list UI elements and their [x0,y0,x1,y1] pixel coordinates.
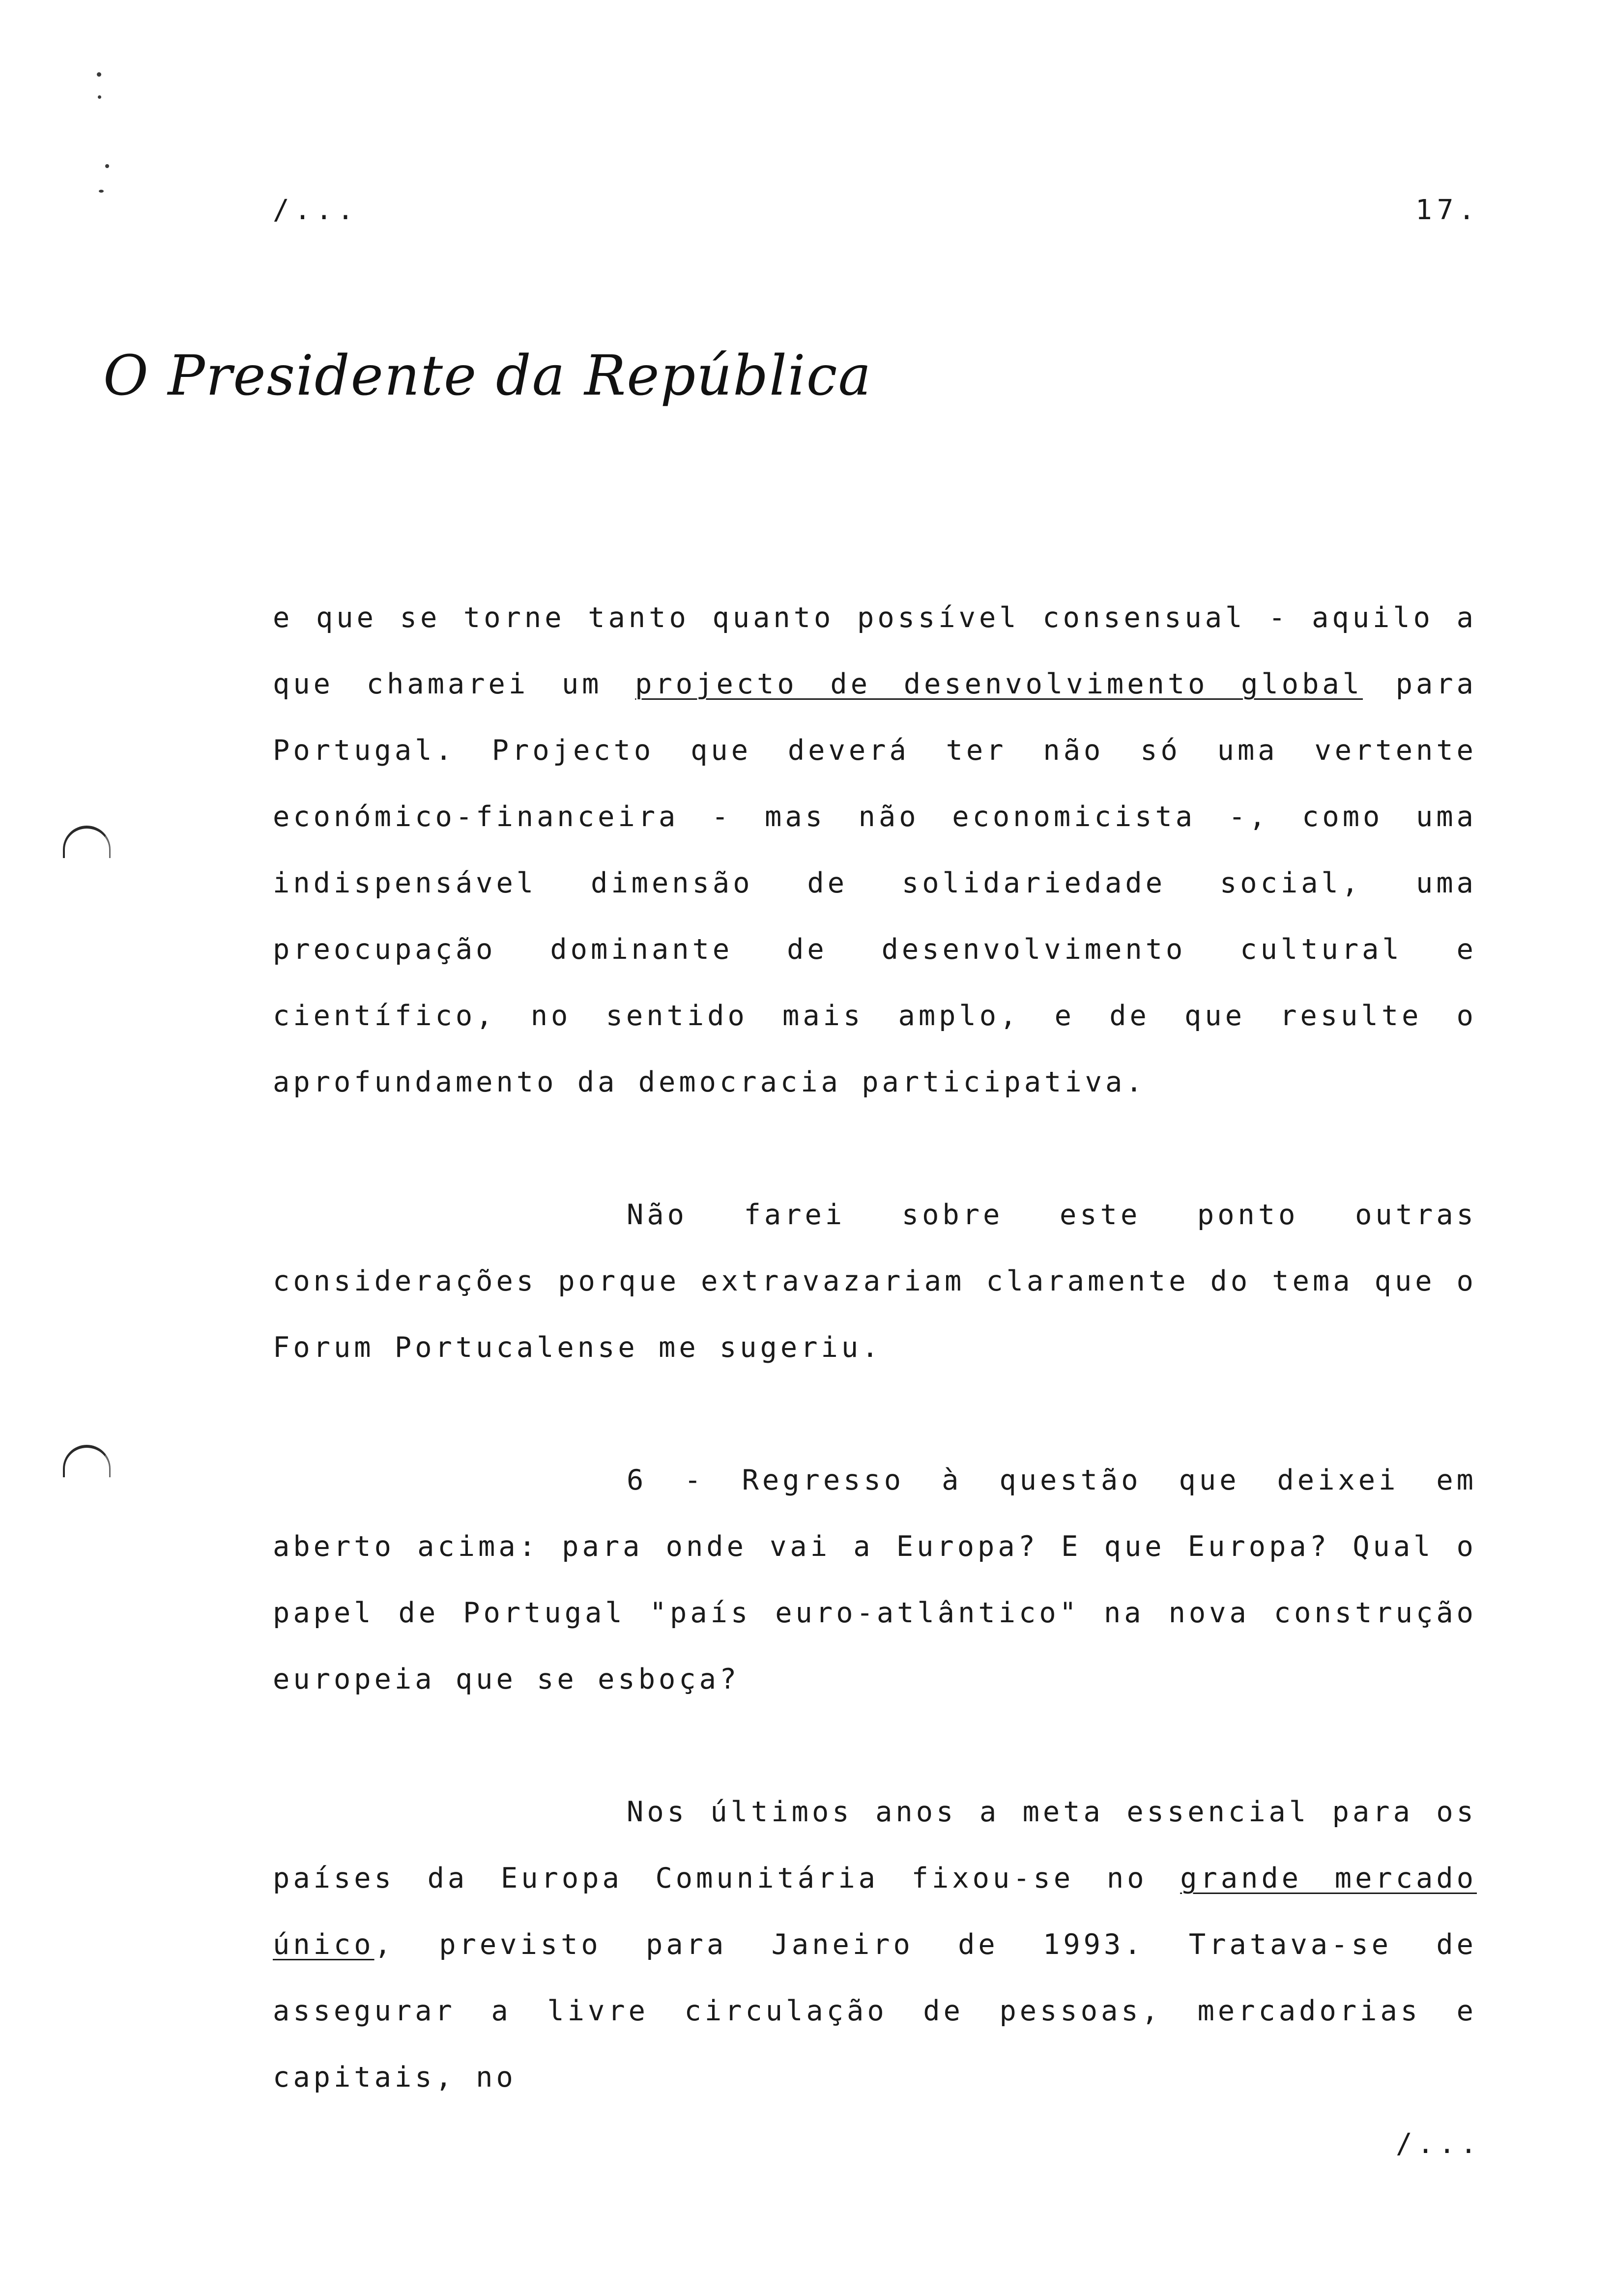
punch-hole-mark [63,1445,111,1477]
page-number: 17. [1415,194,1480,226]
header-continuation-mark: /... [273,194,359,226]
letterhead-title: O Presidente da República [103,344,872,408]
text-segment: Nos últimos anos a meta essencial para os países da Europa Comunitária fixou-se no [273,1796,1477,1894]
scan-speck [97,72,101,77]
text-segment: 6 - Regresso à questão que deixei em aberto acima: para onde vai a Europa? E que Europa? Qual o papel de Portugal "país euro-atlântico" na nova construção europeia que se esboça? [273,1464,1477,1695]
punch-hole-mark [63,826,111,858]
text-segment: para Portugal. Projecto que deverá ter não só uma vertente económico-financeira - mas não economicista -, como uma indispensável dimensão de solidariedade social, uma preocupação dominante de desenvolvimento cultural e científico, no sentido mais amplo, e de que resulte o aprofundamento da democracia participativa. [273,668,1477,1098]
underlined-phrase: projecto de desenvolvimento global [635,668,1363,700]
text-segment: e que se torne tanto quanto possível consensual - aquilo a que chamarei um [273,602,1477,700]
paragraph [273,1182,1477,1381]
text-segment: , previsto para Janeiro de 1993. Tratava-se de assegurar a livre circulação de pessoas, mercadorias e capitais, no [273,1928,1477,2094]
footer-continuation-mark: /... [1396,2128,1482,2160]
scan-speck [98,95,101,99]
paragraph [273,585,1477,1116]
underlined-phrase: grande mercado único [273,1862,1477,1961]
body-text [273,585,1477,2111]
text-segment: Não farei sobre este ponto outras considerações porque extravazariam claramente do tema que o Forum Portucalense me sugeriu. [273,1199,1477,1364]
scan-speck [99,190,104,193]
paragraph [273,1779,1477,2111]
letterhead [103,344,872,442]
paragraph [273,1447,1477,1713]
scan-speck [105,164,109,168]
